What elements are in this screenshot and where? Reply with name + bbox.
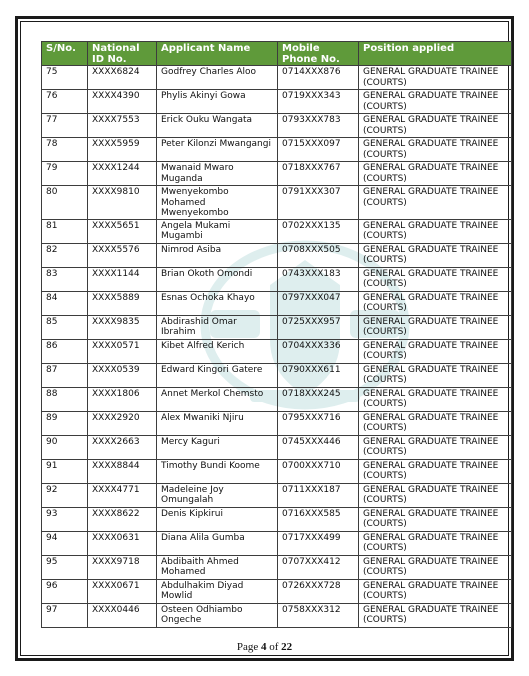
table-row [42,66,512,90]
cell-sno: 96 [42,579,88,603]
cell-national-id: XXXX4390 [88,90,157,114]
cell-mobile-phone: 0704XXX336 [278,339,359,363]
cell-national-id: XXXX5889 [88,291,157,315]
cell-national-id: XXXX1244 [88,162,157,186]
cell-position-applied: GENERAL GRADUATE TRAINEE (COURTS) [359,114,512,138]
cell-national-id: XXXX6824 [88,66,157,90]
table-row [42,138,512,162]
cell-applicant-name: Erick Ouku Wangata [157,114,278,138]
table-row [42,291,512,315]
cell-applicant-name: Esnas Ochoka Khayo [157,291,278,315]
cell-sno: 90 [42,435,88,459]
cell-applicant-name: Annet Merkol Chemsto [157,387,278,411]
cell-position-applied: GENERAL GRADUATE TRAINEE (COURTS) [359,138,512,162]
cell-sno: 93 [42,507,88,531]
cell-position-applied: GENERAL GRADUATE TRAINEE (COURTS) [359,531,512,555]
table-row [42,114,512,138]
cell-sno: 86 [42,339,88,363]
cell-mobile-phone: 0726XXX728 [278,579,359,603]
cell-mobile-phone: 0700XXX710 [278,459,359,483]
cell-position-applied: GENERAL GRADUATE TRAINEE (COURTS) [359,459,512,483]
cell-national-id: XXXX0539 [88,363,157,387]
cell-national-id: XXXX0631 [88,531,157,555]
cell-mobile-phone: 0790XXX611 [278,363,359,387]
cell-mobile-phone: 0793XXX783 [278,114,359,138]
cell-national-id: XXXX9810 [88,186,157,220]
cell-position-applied: GENERAL GRADUATE TRAINEE (COURTS) [359,363,512,387]
cell-position-applied: GENERAL GRADUATE TRAINEE (COURTS) [359,186,512,220]
column-header-applicant-name: Applicant Name [157,42,278,66]
cell-sno: 75 [42,66,88,90]
cell-applicant-name: Mwanaid Mwaro Muganda [157,162,278,186]
table-row [42,162,512,186]
column-header-national-id: National ID No. [88,42,157,66]
cell-applicant-name: Denis Kipkirui [157,507,278,531]
cell-national-id: XXXX8622 [88,507,157,531]
cell-sno: 92 [42,483,88,507]
cell-mobile-phone: 0725XXX957 [278,315,359,339]
cell-position-applied: GENERAL GRADUATE TRAINEE (COURTS) [359,90,512,114]
column-header-position-applied: Position applied [359,42,512,66]
cell-applicant-name: Phylis Akinyi Gowa [157,90,278,114]
cell-applicant-name: Timothy Bundi Koome [157,459,278,483]
applicants-table [41,41,512,628]
table-row [42,363,512,387]
cell-position-applied: GENERAL GRADUATE TRAINEE (COURTS) [359,291,512,315]
cell-mobile-phone: 0711XXX187 [278,483,359,507]
cell-sno: 89 [42,411,88,435]
cell-applicant-name: Mwenyekombo Mohamed Mwenyekombo [157,186,278,220]
cell-sno: 85 [42,315,88,339]
table-row [42,315,512,339]
cell-applicant-name: Angela Mukami Mugambi [157,219,278,243]
table-header-row [42,42,512,66]
cell-sno: 97 [42,603,88,627]
table-row [42,267,512,291]
cell-position-applied: GENERAL GRADUATE TRAINEE (COURTS) [359,243,512,267]
column-header-sno: S/No. [42,42,88,66]
table-row [42,387,512,411]
cell-mobile-phone: 0758XXX312 [278,603,359,627]
table-row [42,186,512,220]
column-header-mobile-phone: Mobile Phone No. [278,42,359,66]
cell-national-id: XXXX0446 [88,603,157,627]
cell-national-id: XXXX1144 [88,267,157,291]
cell-national-id: XXXX9718 [88,555,157,579]
cell-sno: 81 [42,219,88,243]
table-row [42,435,512,459]
cell-position-applied: GENERAL GRADUATE TRAINEE (COURTS) [359,219,512,243]
cell-mobile-phone: 0716XXX585 [278,507,359,531]
table-row [42,483,512,507]
cell-applicant-name: Madeleine Joy Omungalah [157,483,278,507]
cell-position-applied: GENERAL GRADUATE TRAINEE (COURTS) [359,483,512,507]
cell-mobile-phone: 0708XXX505 [278,243,359,267]
cell-national-id: XXXX5959 [88,138,157,162]
total-pages-number: 22 [281,641,293,653]
cell-applicant-name: Godfrey Charles Aloo [157,66,278,90]
cell-national-id: XXXX8844 [88,459,157,483]
cell-mobile-phone: 0795XXX716 [278,411,359,435]
cell-position-applied: GENERAL GRADUATE TRAINEE (COURTS) [359,66,512,90]
table-row [42,339,512,363]
cell-sno: 88 [42,387,88,411]
cell-applicant-name: Nimrod Asiba [157,243,278,267]
cell-position-applied: GENERAL GRADUATE TRAINEE (COURTS) [359,339,512,363]
cell-sno: 79 [42,162,88,186]
cell-position-applied: GENERAL GRADUATE TRAINEE (COURTS) [359,387,512,411]
table-row [42,555,512,579]
page-label: Page [236,641,259,653]
cell-sno: 91 [42,459,88,483]
cell-sno: 77 [42,114,88,138]
cell-applicant-name: Brian Okoth Omondi [157,267,278,291]
cell-position-applied: GENERAL GRADUATE TRAINEE (COURTS) [359,435,512,459]
cell-mobile-phone: 0719XXX343 [278,90,359,114]
cell-applicant-name: Kibet Alfred Kerich [157,339,278,363]
page-number-footer [0,641,529,653]
table-row [42,603,512,627]
cell-national-id: XXXX7553 [88,114,157,138]
table-row [42,90,512,114]
table-row [42,411,512,435]
cell-position-applied: GENERAL GRADUATE TRAINEE (COURTS) [359,603,512,627]
cell-position-applied: GENERAL GRADUATE TRAINEE (COURTS) [359,315,512,339]
table-row [42,507,512,531]
cell-applicant-name: Osteen Odhiambo Ongeche [157,603,278,627]
cell-mobile-phone: 0797XXX047 [278,291,359,315]
cell-mobile-phone: 0718XXX767 [278,162,359,186]
cell-mobile-phone: 0707XXX412 [278,555,359,579]
cell-national-id: XXXX1806 [88,387,157,411]
current-page-number: 4 [260,641,267,653]
cell-applicant-name: Alex Mwaniki Njiru [157,411,278,435]
cell-applicant-name: Mercy Kaguri [157,435,278,459]
table-body [42,66,512,628]
cell-mobile-phone: 0791XXX307 [278,186,359,220]
cell-national-id: XXXX2920 [88,411,157,435]
cell-national-id: XXXX9835 [88,315,157,339]
cell-sno: 80 [42,186,88,220]
cell-mobile-phone: 0743XXX183 [278,267,359,291]
cell-mobile-phone: 0714XXX876 [278,66,359,90]
cell-sno: 95 [42,555,88,579]
cell-sno: 76 [42,90,88,114]
cell-sno: 87 [42,363,88,387]
cell-position-applied: GENERAL GRADUATE TRAINEE (COURTS) [359,162,512,186]
table-row [42,459,512,483]
of-label: of [269,641,279,653]
cell-applicant-name: Peter Kilonzi Mwangangi [157,138,278,162]
cell-sno: 83 [42,267,88,291]
cell-sno: 82 [42,243,88,267]
cell-position-applied: GENERAL GRADUATE TRAINEE (COURTS) [359,555,512,579]
cell-mobile-phone: 0717XXX499 [278,531,359,555]
cell-position-applied: GENERAL GRADUATE TRAINEE (COURTS) [359,579,512,603]
cell-sno: 84 [42,291,88,315]
cell-mobile-phone: 0718XXX245 [278,387,359,411]
table-row [42,579,512,603]
cell-mobile-phone: 0745XXX446 [278,435,359,459]
cell-position-applied: GENERAL GRADUATE TRAINEE (COURTS) [359,267,512,291]
cell-national-id: XXXX0571 [88,339,157,363]
table-row [42,531,512,555]
cell-sno: 94 [42,531,88,555]
cell-national-id: XXXX2663 [88,435,157,459]
table-row [42,219,512,243]
cell-national-id: XXXX5576 [88,243,157,267]
cell-position-applied: GENERAL GRADUATE TRAINEE (COURTS) [359,411,512,435]
cell-national-id: XXXX5651 [88,219,157,243]
cell-applicant-name: Abdibaith Ahmed Mohamed [157,555,278,579]
cell-position-applied: GENERAL GRADUATE TRAINEE (COURTS) [359,507,512,531]
table-row [42,243,512,267]
cell-national-id: XXXX0671 [88,579,157,603]
cell-mobile-phone: 0715XXX097 [278,138,359,162]
cell-applicant-name: Edward Kingori Gatere [157,363,278,387]
cell-applicant-name: Abdirashid Omar Ibrahim [157,315,278,339]
cell-applicant-name: Diana Alila Gumba [157,531,278,555]
cell-sno: 78 [42,138,88,162]
cell-mobile-phone: 0702XXX135 [278,219,359,243]
cell-applicant-name: Abdulhakim Diyad Mowlid [157,579,278,603]
cell-national-id: XXXX4771 [88,483,157,507]
